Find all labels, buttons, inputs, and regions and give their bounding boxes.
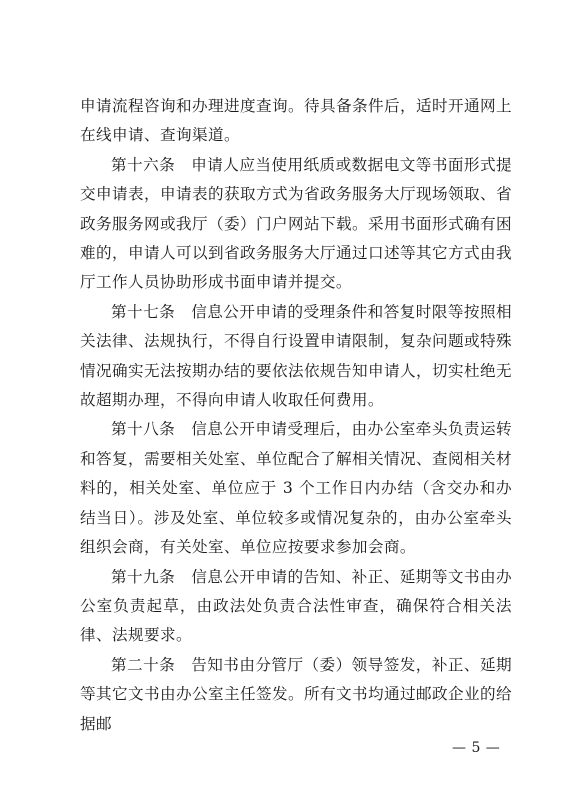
document-body [80,92,512,739]
paragraph-continuation: 申请流程咨询和办理进度查询。待具备条件后，适时开通网上在线申请、查询渠道。 [80,97,512,145]
paragraph-article-20: 第二十条 告知书由分管厅（委）领导签发，补正、延期等其它文书由办公室主任签发。所有文书均通过邮政企业的给据邮 [80,655,512,733]
paragraph-article-16: 第十六条 申请人应当使用纸质或数据电文等书面形式提交申请表，申请表的获取方式为省政务服务大厅现场领取、省政务服务网或我厅（委）门户网站下载。采用书面形式确有困难的，申请人可以到省政务服务大厅通过口述等其它方式由我厅工作人员协助形成书面申请并提交。 [80,155,512,292]
paragraph-article-17: 第十七条 信息公开申请的受理条件和答复时限等按照相关法律、法规执行，不得自行设置申请限制，复杂问题或特殊情况确实无法按期办结的要依法依规告知申请人，切实杜绝无故超期办理，不得向申请人收取任何费用。 [80,302,512,410]
paragraph-article-18: 第十八条 信息公开申请受理后，由办公室牵头负责运转和答复，需要相关处室、单位配合了解相关情况、查阅相关材料的，相关处室、单位应于 3 个工作日内办结（含交办和办结当日）。涉及处室、单位较多或情况复杂的，由办公室牵头组织会商，有关处室、单位应按要求参加会商。 [80,420,512,557]
paragraph-article-19: 第十九条 信息公开申请的告知、补正、延期等文书由办公室负责起草，由政法处负责合法性审查，确保符合相关法律、法规要求。 [80,567,512,645]
page-number: — 5 — [452,740,501,756]
